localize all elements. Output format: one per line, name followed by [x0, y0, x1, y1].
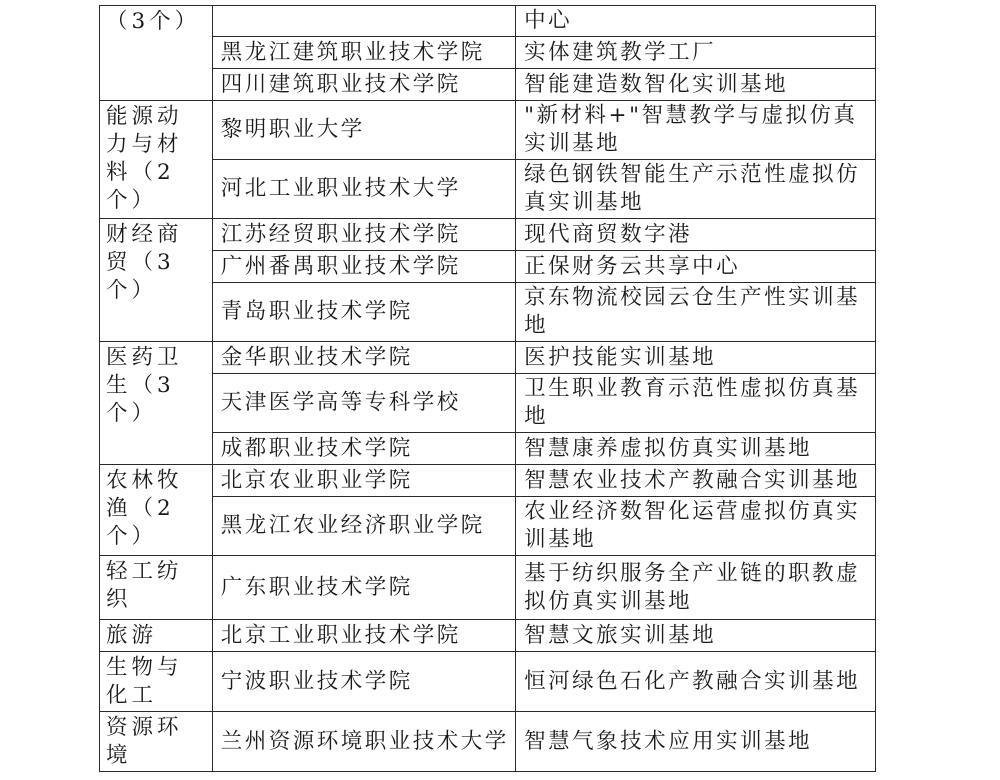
table-body [100, 6, 876, 772]
base-cell: 医护技能实训基地 [516, 342, 876, 374]
table-row [100, 283, 876, 342]
base-cell: 中心 [516, 6, 876, 37]
table-row [100, 251, 876, 283]
base-cell: "新材料+"智慧教学与虚拟仿真实训基地 [516, 101, 876, 160]
table-row [100, 497, 876, 556]
base-cell: 正保财务云共享中心 [516, 251, 876, 283]
category-cell: 旅游 [100, 620, 213, 652]
school-cell [212, 6, 515, 37]
table-row [100, 37, 876, 69]
table-row [100, 69, 876, 101]
school-cell: 广州番禺职业技术学院 [212, 251, 515, 283]
table-row [100, 374, 876, 433]
table-row [100, 712, 876, 772]
base-cell: 智慧农业技术产教融合实训基地 [516, 465, 876, 497]
base-cell: 现代商贸数字港 [516, 219, 876, 251]
table-row [100, 342, 876, 374]
category-cell: 生物与化工 [100, 652, 213, 712]
category-cell: 农林牧渔（2个） [100, 465, 213, 556]
school-cell: 北京农业职业学院 [212, 465, 515, 497]
category-cell: 资源环境 [100, 712, 213, 772]
table-row [100, 465, 876, 497]
base-cell: 智慧文旅实训基地 [516, 620, 876, 652]
school-cell: 广东职业技术学院 [212, 556, 515, 620]
table-row [100, 433, 876, 465]
base-cell: 实体建筑教学工厂 [516, 37, 876, 69]
base-cell: 农业经济数智化运营虚拟仿真实训基地 [516, 497, 876, 556]
table-row [100, 620, 876, 652]
base-cell: 绿色钢铁智能生产示范性虚拟仿真实训基地 [516, 160, 876, 219]
table-row [100, 6, 876, 37]
school-cell: 黑龙江农业经济职业学院 [212, 497, 515, 556]
school-cell: 四川建筑职业技术学院 [212, 69, 515, 101]
school-cell: 青岛职业技术学院 [212, 283, 515, 342]
base-cell: 京东物流校园云仓生产性实训基地 [516, 283, 876, 342]
base-cell: 恒河绿色石化产教融合实训基地 [516, 652, 876, 712]
base-cell: 智慧康养虚拟仿真实训基地 [516, 433, 876, 465]
category-cell: （3个） [100, 6, 213, 101]
school-cell: 金华职业技术学院 [212, 342, 515, 374]
base-cell: 智慧气象技术应用实训基地 [516, 712, 876, 772]
table-row [100, 101, 876, 160]
school-cell: 黑龙江建筑职业技术学院 [212, 37, 515, 69]
table-row [100, 556, 876, 620]
school-cell: 成都职业技术学院 [212, 433, 515, 465]
school-cell: 天津医学高等专科学校 [212, 374, 515, 433]
category-cell: 能源动力与材料（2个） [100, 101, 213, 219]
school-cell: 江苏经贸职业技术学院 [212, 219, 515, 251]
school-cell: 河北工业职业技术大学 [212, 160, 515, 219]
school-cell: 北京工业职业技术学院 [212, 620, 515, 652]
base-cell: 基于纺织服务全产业链的职教虚拟仿真实训基地 [516, 556, 876, 620]
base-cell: 智能建造数智化实训基地 [516, 69, 876, 101]
table-row [100, 652, 876, 712]
school-cell: 宁波职业技术学院 [212, 652, 515, 712]
school-cell: 兰州资源环境职业技术大学 [212, 712, 515, 772]
school-cell: 黎明职业大学 [212, 101, 515, 160]
category-cell: 财经商贸（3个） [100, 219, 213, 342]
base-cell: 卫生职业教育示范性虚拟仿真基地 [516, 374, 876, 433]
school-base-table [99, 5, 876, 772]
table-row [100, 160, 876, 219]
category-cell: 医药卫生（3个） [100, 342, 213, 465]
table-row [100, 219, 876, 251]
category-cell: 轻工纺织 [100, 556, 213, 620]
